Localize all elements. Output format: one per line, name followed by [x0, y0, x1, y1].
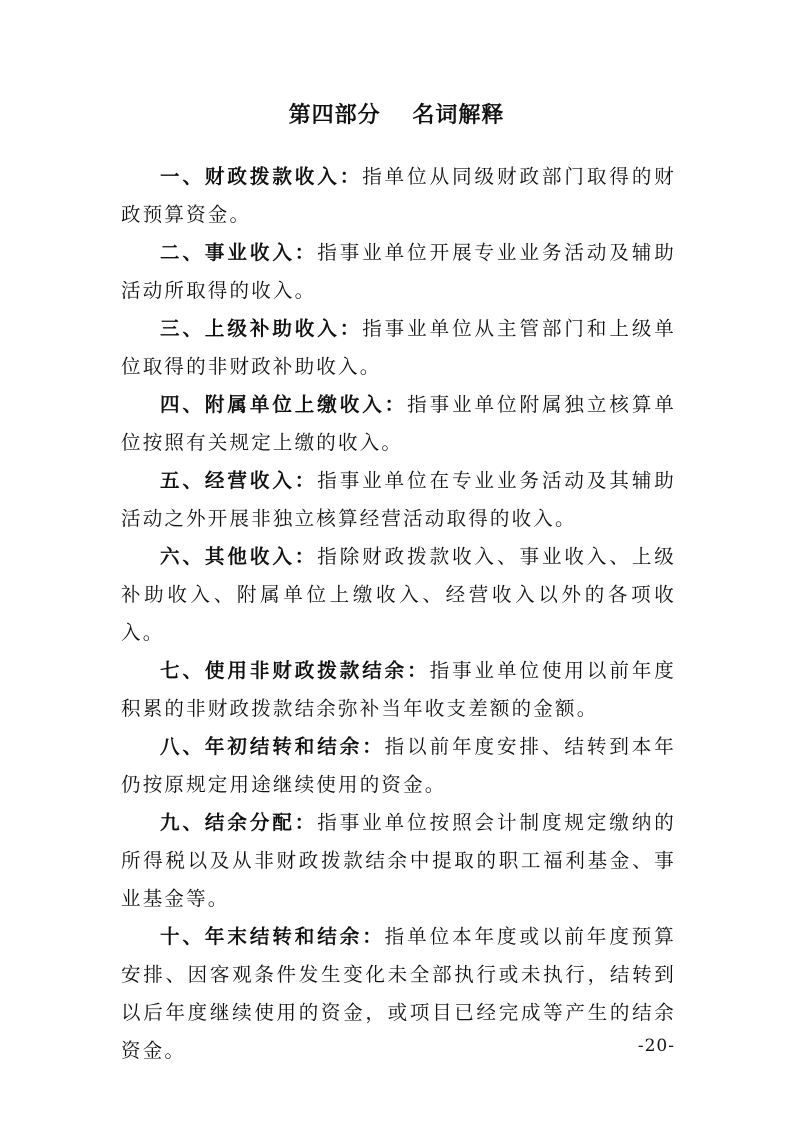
term-definition: 指以前年度安排、结转到本年仍按原规定用途继续使用的资金。	[121, 735, 676, 796]
term-definition: 指事业单位在专业业务活动及其辅助活动之外开展非独立核算经营活动取得的收入。	[121, 469, 676, 530]
term-definition: 指单位本年度或以前年度预算安排、因客观条件发生变化未全部执行或未执行，结转到以后年度继续使用的资金，或项目已经完成等产生的结余资金。	[121, 925, 676, 1062]
term-label: 九、结余分配：	[160, 811, 318, 834]
term-definition: 指事业单位按照会计制度规定缴纳的所得税以及从非财政拨款结余中提取的职工福利基金、事业基金等。	[121, 811, 676, 910]
term-label: 二、事业收入：	[160, 241, 318, 264]
term-entry	[121, 804, 676, 918]
page-title: 第四部分 名词解释	[288, 102, 505, 128]
term-label: 七、使用非财政拨款结余：	[160, 659, 430, 682]
term-label: 四、附属单位上缴收入：	[160, 393, 408, 416]
term-entry	[121, 652, 676, 728]
term-label: 五、经营收入：	[160, 469, 318, 492]
term-label: 十、年末结转和结余：	[160, 925, 385, 948]
term-definition: 指事业单位开展专业业务活动及辅助活动所取得的收入。	[121, 241, 676, 302]
term-entry	[121, 462, 676, 538]
page-number: -20-	[637, 1036, 675, 1056]
term-entry	[121, 728, 676, 804]
term-entry	[121, 234, 676, 310]
term-entry	[121, 918, 676, 1070]
term-entry	[121, 538, 676, 652]
term-definition: 指除财政拨款收入、事业收入、上级补助收入、附属单位上缴收入、经营收入以外的各项收入。	[121, 545, 676, 644]
term-entry	[121, 310, 676, 386]
term-label: 三、上级补助收入：	[160, 317, 363, 340]
definitions-list	[121, 158, 676, 1070]
term-definition: 指事业单位附属独立核算单位按照有关规定上缴的收入。	[121, 393, 677, 454]
term-definition: 指事业单位使用以前年度积累的非财政拨款结余弥补当年收支差额的金额。	[121, 659, 677, 720]
term-entry	[121, 386, 676, 462]
term-label: 六、其他收入：	[160, 545, 318, 568]
term-label: 八、年初结转和结余：	[160, 735, 385, 758]
term-definition: 指事业单位从主管部门和上级单位取得的非财政补助收入。	[121, 317, 676, 378]
term-entry	[121, 158, 676, 234]
term-definition: 指单位从同级财政部门取得的财政预算资金。	[121, 165, 676, 226]
term-label: 一、财政拨款收入：	[160, 165, 363, 188]
